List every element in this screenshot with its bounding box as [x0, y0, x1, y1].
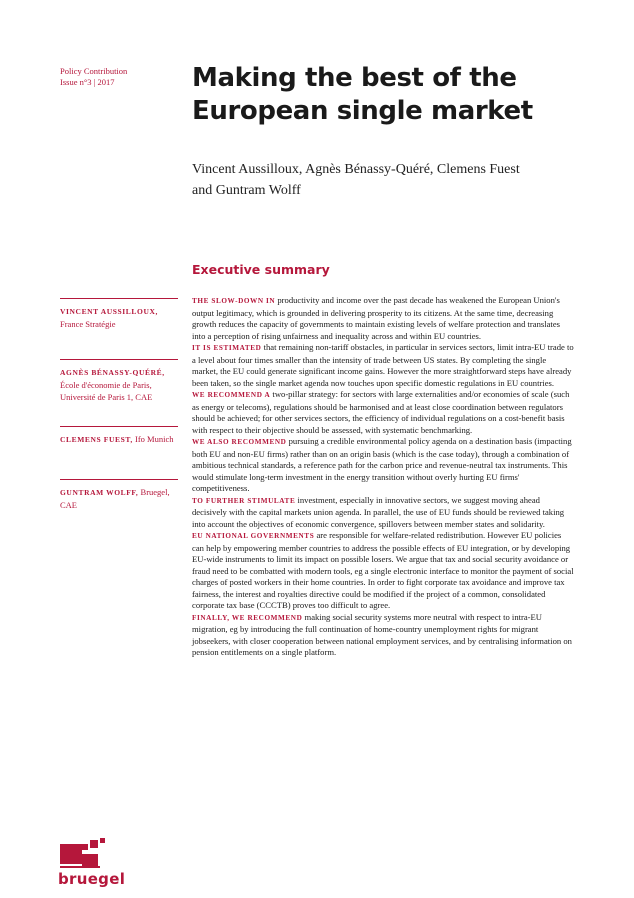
- summary-paragraph: [192, 530, 574, 612]
- paragraph-text: two-pillar strategy: for sectors with large externalities and/or economies of scale (such as energy or telecoms), regulations should be harmonised and at least close coordination between regulators should be achieved; for other services sectors, the efficiency of individual regulations on a cost-benefit basis with respect to their objective should be assessed, with systematic benchmarking.: [192, 389, 570, 435]
- paragraph-text: that remaining non-tariff obstacles, in particular in services sectors, limit intra-EU trade to a level about four times smaller than the intensity of trade between US states. By completing the single market, the EU could generate significant income gains. However the more straightforward steps have already been taken, so the single market agenda now touches upon specific domestic regulations in EU countries.: [192, 342, 574, 388]
- paragraph-lead: EU NATIONAL GOVERNMENTS: [192, 532, 315, 540]
- paragraph-text: investment, especially in innovative sectors, we suggest moving ahead decisively with the capital markets union agenda. In parallel, the use of EU funds should be reviewed taking into account the objectives of economic convergence, spillovers between member states and solidarity.: [192, 494, 565, 529]
- summary-paragraph: [192, 342, 574, 389]
- publication-meta: [60, 66, 127, 88]
- summary-paragraph: [192, 436, 574, 495]
- issue-number: Issue n°3: [60, 77, 92, 87]
- paragraph-lead: FINALLY, WE RECOMMEND: [192, 613, 303, 622]
- affiliation-org: France Stratégie: [60, 319, 116, 329]
- affiliation-org: École d'économie de Paris, Université de Paris 1, CAE: [60, 380, 153, 402]
- affiliation-item: [60, 298, 178, 359]
- executive-summary-body: [192, 295, 574, 659]
- paragraph-lead: WE RECOMMEND A: [192, 391, 271, 399]
- affiliation-name: AGNÈS BÉNASSY-QUÉRÉ,: [60, 368, 165, 377]
- affiliation-item: [60, 479, 178, 526]
- summary-paragraph: [192, 612, 574, 659]
- section-heading: Executive summary: [192, 262, 330, 277]
- title-line-1: Making the best of the: [192, 63, 517, 93]
- paragraph-text: making social security systems more neutral with respect to intra-EU migration, eg by introducing the full continuation of home-country unemployment rights for migrant jobseekers, with closer cooperation between national employment services, and by centralising information on pension entitlements on a single platform.: [192, 611, 572, 657]
- authors: [192, 159, 592, 201]
- logo-wordmark: bruegel: [58, 870, 126, 888]
- paragraph-lead: TO FURTHER STIMULATE: [192, 496, 296, 505]
- bruegel-logo-icon: [56, 838, 126, 898]
- affiliation-name: CLEMENS FUEST,: [60, 435, 133, 444]
- affiliation-item: [60, 426, 178, 479]
- affiliation-item: [60, 359, 178, 426]
- authors-line-2: and Guntram Wolff: [192, 183, 301, 198]
- issue-separator: |: [93, 77, 96, 87]
- affiliation-org: Bruegel, CAE: [60, 487, 170, 510]
- paragraph-lead: WE ALSO RECOMMEND: [192, 438, 287, 446]
- summary-paragraph: [192, 495, 574, 531]
- title-line-2: European single market: [192, 96, 533, 126]
- issue-line: [60, 77, 127, 88]
- document-title: [192, 62, 602, 128]
- author-affiliations: [60, 298, 178, 526]
- paragraph-lead: THE SLOW-DOWN IN: [192, 297, 276, 305]
- affiliation-name: GUNTRAM WOLFF,: [60, 488, 139, 497]
- paragraph-text: pursuing a credible environmental policy agenda on a destination basis (impacting both EU and non-EU firms) rather than on an origin basis (which is the case today), through a combination of ambitious technical standards, a reference path for the carbon price and revenue-neutral tax instruments. This would stimulate long-term investment in the energy transition without overly hurting EU firms' competitiveness.: [192, 436, 572, 493]
- affiliation-name: VINCENT AUSSILLOUX,: [60, 307, 158, 316]
- authors-line-1: Vincent Aussilloux, Agnès Bénassy-Quéré, Clemens Fuest: [192, 162, 520, 177]
- summary-paragraph: [192, 295, 574, 342]
- paragraph-lead: IT IS ESTIMATED: [192, 344, 262, 352]
- issue-year: 2017: [97, 77, 115, 87]
- paragraph-text: productivity and income over the past decade has weakened the European Union's output legitimacy, which is grounded in delivering prosperity to its citizens. At the same time, decreasing growth reduces the capacity of governments to maintain existing levels of welfare protection and translates into a perception of rising unfairness and inequality across and within EU countries.: [192, 295, 560, 341]
- series-label: Policy Contribution: [60, 66, 128, 76]
- summary-paragraph: [192, 389, 574, 436]
- affiliation-org: Ifo Munich: [134, 434, 174, 444]
- paragraph-text: are responsible for welfare-related redistribution. However EU policies can help by empowering member countries to address the possible effects of EU integration, or by developing EU-wide instruments to limit its impact on possible losers. We argue that tax and social security avoidance or fraud need to be combatted with modern tools, eg a single electronic interface to monitor the payment of social charges of posted workers in their home countries. In order to fight corporate tax avoidance and improve tax fairness, the interest and royalties directive could be modified if the project of a common, consolidated corporate tax base (CCCTB) proves too difficult to agree.: [192, 530, 574, 610]
